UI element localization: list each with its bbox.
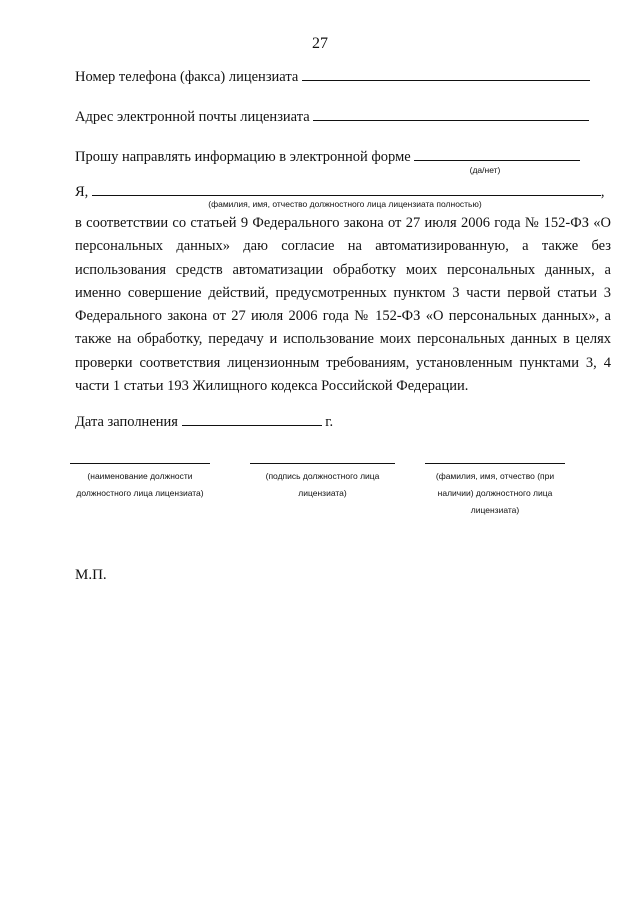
electronic-form-label: Прошу направлять информацию в электронной форме xyxy=(75,149,411,165)
page-number: 27 xyxy=(312,35,328,52)
i-label: Я, xyxy=(75,184,89,200)
name-caption: (фамилия, имя, отчество (при наличии) должностного лица лицензиата) xyxy=(435,471,555,515)
signature-block-position xyxy=(70,463,210,502)
electronic-form-row xyxy=(75,146,580,166)
phone-row xyxy=(75,66,590,86)
signature-block-sign xyxy=(250,463,395,502)
signature-block-name xyxy=(425,463,565,519)
name-signature-line[interactable] xyxy=(425,463,565,464)
electronic-form-hint: (да/нет) xyxy=(469,165,501,175)
phone-field-line[interactable] xyxy=(302,66,590,81)
email-row xyxy=(75,106,589,126)
i-trailing-comma: , xyxy=(600,184,605,200)
sign-signature-line[interactable] xyxy=(250,463,395,464)
full-name-hint: (фамилия, имя, отчество должностного лица лицензиата полностью) xyxy=(208,199,482,209)
full-name-field-line[interactable] xyxy=(92,181,601,196)
position-signature-line[interactable] xyxy=(70,463,210,464)
i-row xyxy=(75,181,605,201)
email-field-line[interactable] xyxy=(313,106,589,121)
date-field-line[interactable] xyxy=(182,411,322,426)
date-label: Дата заполнения xyxy=(75,414,178,430)
date-row xyxy=(75,411,333,431)
stamp-label: М.П. xyxy=(75,567,107,583)
sign-caption: (подпись должностного лица лицензиата) xyxy=(265,471,380,498)
consent-paragraph: в соответствии со статьей 9 Федерального закона от 27 июля 2006 года № 152-ФЗ «О персональных данных» даю согласие на автоматизированную, а также без использования средств автоматизации обработку моих персональных данных, а именно совершение действий, предусмотренных пунктом 3 части первой статьи 3 Федерального закона от 27 июля 2006 года № 152-ФЗ «О персональных данных», а также на обработку, передачу и использование моих персональных данных в целях проверки соответствия лицензионным требованиям, установленным пунктами 3, 4 части 1 статьи 193 Жилищного кодекса Российской Федерации. xyxy=(75,215,611,395)
position-caption: (наименование должности должностного лица лицензиата) xyxy=(76,471,204,498)
email-label: Адрес электронной почты лицензиата xyxy=(75,109,310,125)
date-suffix: г. xyxy=(325,414,334,430)
electronic-form-field-line[interactable] xyxy=(414,146,580,161)
phone-label: Номер телефона (факса) лицензиата xyxy=(75,69,299,85)
